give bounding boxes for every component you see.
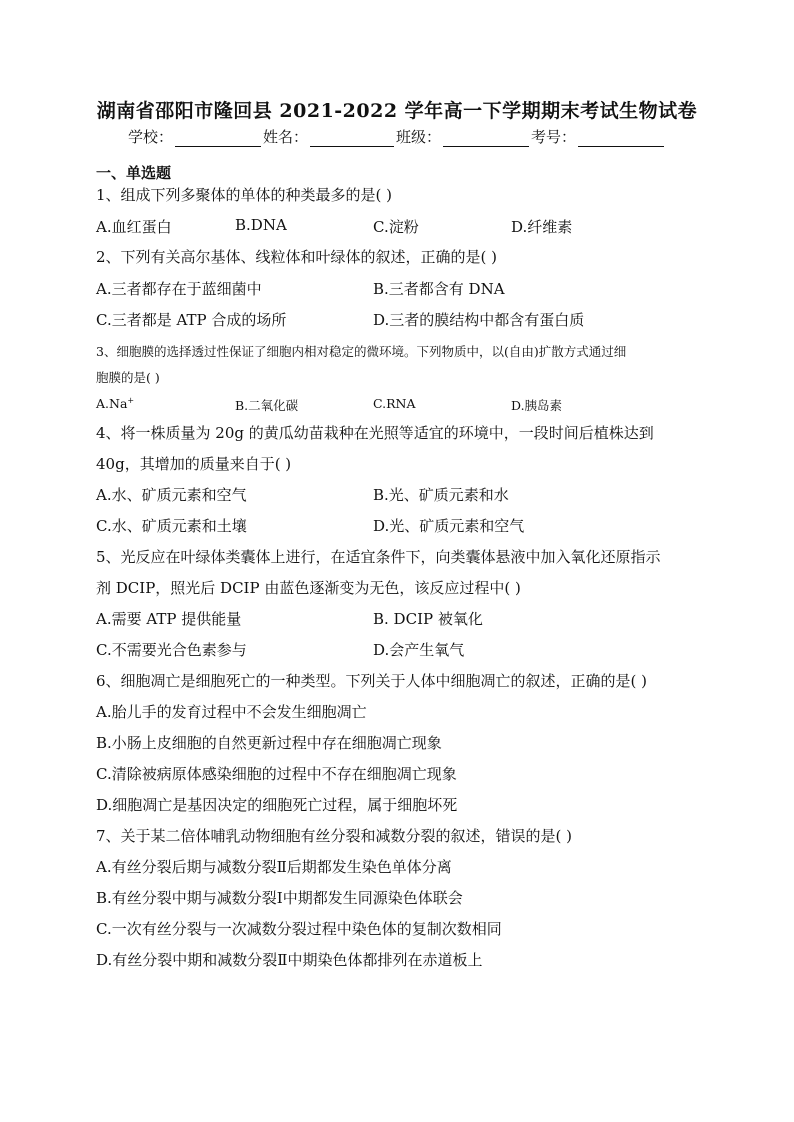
number-label: 考号： bbox=[531, 128, 577, 146]
option-d: D.胰岛素 bbox=[511, 398, 563, 413]
option-c: C.三者都是 ATP 合成的场所 bbox=[96, 311, 287, 329]
class-blank bbox=[443, 131, 529, 147]
option-a bbox=[96, 396, 134, 411]
question-stem: 7、关于某二倍体哺乳动物细胞有丝分裂和减数分裂的叙述，错误的是( ) bbox=[96, 827, 573, 845]
option-b: B. DCIP 被氧化 bbox=[373, 610, 483, 628]
option-a: A.胎儿手的发育过程中不会发生细胞凋亡 bbox=[96, 703, 367, 721]
name-label: 姓名： bbox=[263, 128, 309, 146]
option-d: D.细胞凋亡是基因决定的细胞死亡过程，属于细胞坏死 bbox=[96, 796, 458, 814]
option-c: C.水、矿质元素和土壤 bbox=[96, 517, 247, 535]
question-stem: 6、细胞凋亡是细胞死亡的一种类型。下列关于人体中细胞凋亡的叙述，正确的是( ) bbox=[96, 672, 648, 690]
question-stem: 3、细胞膜的选择透过性保证了细胞内相对稳定的微环境。下列物质中，以(自由)扩散方式通过细 bbox=[96, 344, 627, 359]
option-c: C.淀粉 bbox=[373, 218, 419, 236]
name-blank bbox=[310, 131, 394, 147]
question-stem-continued: 剂 DCIP，照光后 DCIP 由蓝色逐渐变为无色，该反应过程中( ) bbox=[96, 579, 521, 597]
option-b: B.DNA bbox=[235, 216, 287, 234]
school-label: 学校： bbox=[128, 128, 174, 146]
option-b: B.小肠上皮细胞的自然更新过程中存在细胞凋亡现象 bbox=[96, 734, 442, 752]
class-label: 班级： bbox=[396, 128, 442, 146]
option-d: D.会产生氧气 bbox=[373, 641, 465, 659]
section-title: 一、单选题 bbox=[96, 164, 172, 182]
option-b: B.二氧化碳 bbox=[235, 398, 299, 413]
charge-superscript: + bbox=[127, 395, 135, 405]
question-stem-continued: 胞膜的是( ) bbox=[96, 370, 160, 385]
exam-title: 湖南省邵阳市隆回县 2021-2022 学年高一下学期期末考试生物试卷 bbox=[96, 100, 698, 122]
question-stem: 1、组成下列多聚体的单体的种类最多的是( ) bbox=[96, 186, 393, 204]
option-a: A.需要 ATP 提供能量 bbox=[96, 610, 242, 628]
option-c: C.不需要光合色素参与 bbox=[96, 641, 247, 659]
number-blank bbox=[578, 131, 664, 147]
question-stem: 4、将一株质量为 20g 的黄瓜幼苗栽种在光照等适宜的环境中，一段时间后植株达到 bbox=[96, 424, 654, 442]
option-d: D.有丝分裂中期和减数分裂Ⅱ中期染色体都排列在赤道板上 bbox=[96, 951, 483, 969]
option-c: C.清除被病原体感染细胞的过程中不存在细胞凋亡现象 bbox=[96, 765, 457, 783]
option-b: B.光、矿质元素和水 bbox=[373, 486, 509, 504]
school-blank bbox=[175, 131, 261, 147]
option-c: C.RNA bbox=[373, 396, 416, 411]
option-b: B.有丝分裂中期与减数分裂Ⅰ中期都发生同源染色体联会 bbox=[96, 889, 463, 907]
student-info-line bbox=[128, 126, 666, 147]
option-d: D.三者的膜结构中都含有蛋白质 bbox=[373, 311, 585, 329]
option-a: A.有丝分裂后期与减数分裂Ⅱ后期都发生染色单体分离 bbox=[96, 858, 452, 876]
option-b: B.三者都含有 DNA bbox=[373, 280, 505, 298]
option-d: D.纤维素 bbox=[511, 218, 573, 236]
option-c: C.一次有丝分裂与一次减数分裂过程中染色体的复制次数相同 bbox=[96, 920, 502, 938]
question-stem: 5、光反应在叶绿体类囊体上进行，在适宜条件下，向类囊体悬液中加入氧化还原指示 bbox=[96, 548, 661, 566]
option-a: A.水、矿质元素和空气 bbox=[96, 486, 247, 504]
option-a: A.三者都存在于蓝细菌中 bbox=[96, 280, 262, 298]
option-a: A.血红蛋白 bbox=[96, 218, 172, 236]
question-stem-continued: 40g，其增加的质量来自于( ) bbox=[96, 455, 292, 473]
option-a-text: A.Na bbox=[96, 396, 128, 411]
question-stem: 2、下列有关高尔基体、线粒体和叶绿体的叙述，正确的是( ) bbox=[96, 248, 498, 266]
option-d: D.光、矿质元素和空气 bbox=[373, 517, 525, 535]
